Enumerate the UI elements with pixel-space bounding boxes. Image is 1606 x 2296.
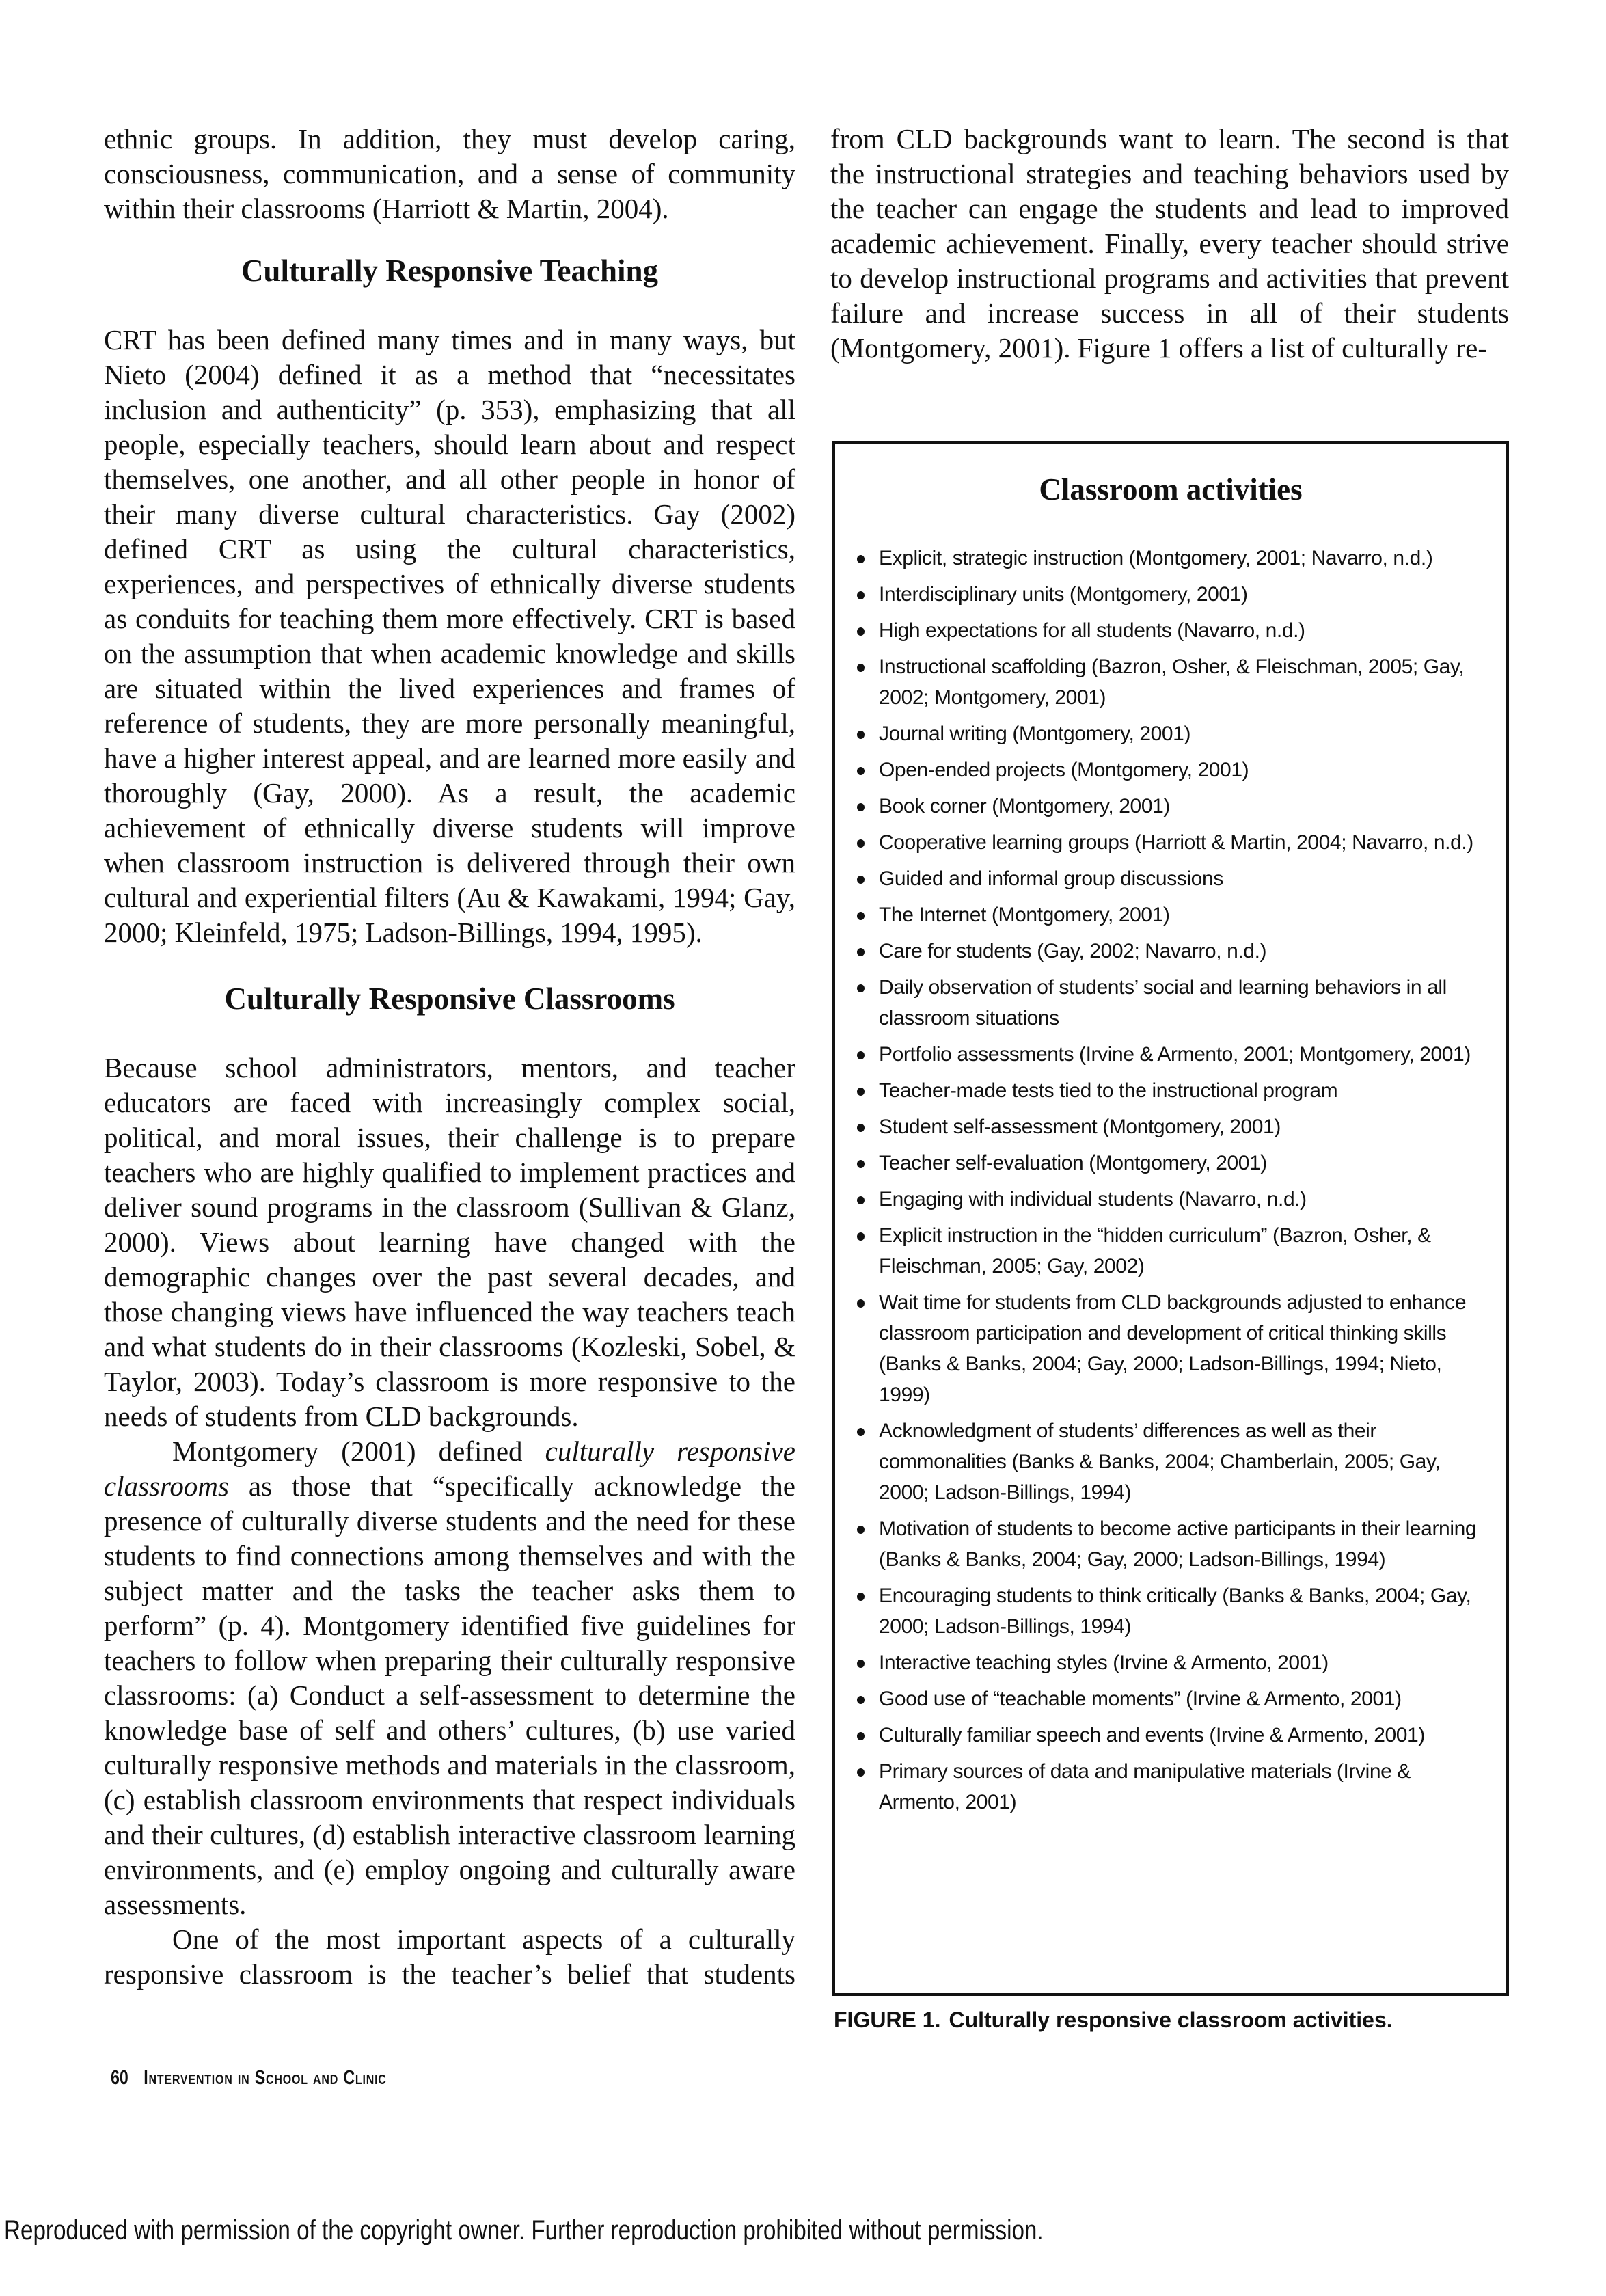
activity-text: Engaging with individual students (Navarro, n.d.): [879, 1188, 1307, 1211]
bullet-icon: [857, 1124, 865, 1132]
bullet-icon: [857, 1232, 865, 1241]
bullet-icon: [857, 948, 865, 956]
activity-list-item: [879, 1220, 1486, 1282]
figure-caption-text: Culturally responsive classroom activities.: [949, 2008, 1393, 2032]
activity-text: Book corner (Montgomery, 2001): [879, 795, 1170, 818]
activity-text: Instructional scaffolding (Bazron, Osher, & Fleischman, 2005; Gay, 2002; Montgomery, 2001): [879, 656, 1465, 709]
bullet-icon: [857, 1660, 865, 1668]
activity-text: The Internet (Montgomery, 2001): [879, 904, 1170, 926]
italic-term: culturally responsive classrooms: [104, 1435, 795, 1502]
activity-list-item: [879, 543, 1486, 573]
activity-list-item: [879, 1647, 1486, 1678]
activity-list-item: [879, 1184, 1486, 1215]
activity-list-item: [879, 827, 1486, 858]
activity-list-item: [879, 718, 1486, 749]
figure-caption-label: FIGURE 1.: [834, 2008, 941, 2032]
activity-list-item: [879, 1148, 1486, 1178]
activity-text: Encouraging students to think critically (Banks & Banks, 2004; Gay, 2000; Ladson-Billings, 1994): [879, 1584, 1471, 1638]
journal-name: Intervention in School and Clinic: [144, 2067, 387, 2089]
activity-text: Acknowledgment of students’ differences as well as their commonalities (Banks & Banks, 2004; Chamberlain, 2005; Gay, 2000; Ladson-Billings, 1994): [879, 1420, 1441, 1504]
classrooms-paragraph-1: Because school administrators, mentors, and teacher educators are faced with increasingly complex social, political, and moral issues, their challenge is to prepare teachers who are highly qualified to implement practices and deliver sound programs in the classroom (Sullivan & Glanz, 2000). Views about learning have changed with the demographic changes over the past several decades, and those changing views have influenced the way teachers teach and what students do in their classrooms (Kozleski, Sobel, & Taylor, 2003). Today’s classroom is more responsive to the needs of students from CLD backgrounds.: [104, 1052, 795, 1432]
bullet-icon: [857, 1696, 865, 1704]
activity-list-item: [879, 1513, 1486, 1575]
activity-text: Cooperative learning groups (Harriott & Martin, 2004; Navarro, n.d.): [879, 831, 1473, 854]
bullet-icon: [857, 1160, 865, 1168]
activity-text: Interactive teaching styles (Irvine & Armento, 2001): [879, 1651, 1329, 1674]
intro-paragraph: ethnic groups. In addition, they must develop caring, consciousness, communication, and a sense of community within their classrooms (Harriott & Martin, 2004).: [104, 123, 795, 224]
bullet-icon: [857, 876, 865, 884]
page-number: 60: [111, 2067, 128, 2089]
bullet-icon: [857, 1196, 865, 1204]
activity-text: Explicit, strategic instruction (Montgomery, 2001; Navarro, n.d.): [879, 547, 1433, 569]
section-heading-culturally-responsive-teaching: Culturally Responsive Teaching: [241, 254, 659, 288]
figure-caption: [834, 2003, 1393, 2037]
bullet-icon: [857, 1732, 865, 1740]
activity-list-item: [879, 1287, 1486, 1410]
bullet-icon: [857, 591, 865, 599]
activity-list-item: [879, 1416, 1486, 1508]
left-column: [104, 122, 795, 1992]
activity-list-item: [879, 1111, 1486, 1142]
activity-text: Teacher self-evaluation (Montgomery, 2001): [879, 1152, 1267, 1174]
activity-list-item: [879, 1580, 1486, 1642]
activity-list-item: [879, 900, 1486, 930]
activity-text: Culturally familiar speech and events (Irvine & Armento, 2001): [879, 1724, 1425, 1746]
classrooms-paragraph-2: [104, 1434, 795, 1922]
activity-text: Teacher-made tests tied to the instructional program: [879, 1079, 1338, 1102]
bullet-icon: [857, 984, 865, 992]
crt-definition-paragraph: CRT has been defined many times and in many ways, but Nieto (2004) defined it as a method that “necessitates inclusion and authenticity” (p. 353), emphasizing that all people, especially teachers, should learn about and respect themselves, one another, and all other people in honor of their many diverse cultural characteristics. Gay (2002) defined CRT as using the cultural characteristics, experiences, and perspectives of ethnically diverse students as conduits for teaching them more effectively. CRT is based on the assumption that when academic knowledge and skills are situated within the lived experiences and frames of reference of students, they are more personally meaningful, have a higher interest appeal, and are learned more easily and thoroughly (Gay, 2000). As a result, the academic achievement of ethnically diverse students will improve when classroom instruction is delivered through their own cultural and experiential filters (Au & Kawakami, 1994; Gay, 2000; Kleinfeld, 1975; Ladson-Billings, 1994, 1995).: [104, 324, 795, 948]
bullet-icon: [857, 627, 865, 636]
activity-text: Interdisciplinary units (Montgomery, 2001): [879, 583, 1248, 606]
figure-1-box: [832, 441, 1509, 1996]
activity-list-item: [879, 579, 1486, 610]
activity-list-item: [879, 1756, 1486, 1818]
bullet-icon: [857, 1428, 865, 1436]
activity-text: Open-ended projects (Montgomery, 2001): [879, 759, 1249, 781]
copyright-notice: Reproduced with permission of the copyright owner. Further reproduction prohibited without permission.: [4, 2215, 1044, 2245]
figure-title: Classroom activities: [1039, 472, 1303, 507]
bullet-icon: [857, 912, 865, 920]
section-heading-culturally-responsive-classrooms: Culturally Responsive Classrooms: [224, 982, 675, 1016]
bullet-icon: [857, 1051, 865, 1059]
activity-list-item: [879, 863, 1486, 894]
activity-text: Wait time for students from CLD backgrounds adjusted to enhance classroom participation and development of critical thinking skills (Banks & Banks, 2004; Gay, 2000; Ladson-Billings, 1994; Nieto, 1999): [879, 1291, 1467, 1406]
activity-list-item: [879, 1720, 1486, 1751]
bullet-icon: [857, 839, 865, 848]
bullet-icon: [857, 731, 865, 739]
montgomery-lead-text: Montgomery (2001) defined: [172, 1435, 545, 1467]
activity-list-item: [879, 936, 1486, 967]
classrooms-paragraph-3: One of the most important aspects of a culturally responsive classroom is the teacher’s belief that students: [104, 1923, 795, 1990]
activity-text: Care for students (Gay, 2002; Navarro, n.d.): [879, 940, 1267, 962]
bullet-icon: [857, 1593, 865, 1601]
activity-list-item: [879, 1684, 1486, 1714]
activity-list-item: [879, 651, 1486, 713]
bullet-icon: [857, 1088, 865, 1096]
bullet-icon: [857, 1526, 865, 1534]
activity-text: High expectations for all students (Navarro, n.d.): [879, 619, 1305, 642]
activity-list-item: [879, 791, 1486, 822]
montgomery-rest-text: as those that “specifically acknowledge the presence of culturally diverse students and the need for these students to find connections among themselves and with the subject matter and the tasks the teacher asks them to perform” (p. 4). Montgomery identified five guidelines for teachers to follow when preparing their culturally responsive classrooms: (a) Conduct a self-assessment to determine the knowledge base of self and others’ cultures, (b) use varied culturally responsive methods and materials in the classroom, (c) establish classroom environments that respect individuals and their cultures, (d) establish interactive classroom learning environments, and (e) employ ongoing and culturally aware assessments.: [104, 1470, 795, 1920]
activity-text: Daily observation of students’ social and learning behaviors in all classroom situations: [879, 976, 1447, 1029]
running-footer: [111, 2064, 387, 2092]
activity-list-item: [879, 1039, 1486, 1070]
activity-list: [835, 543, 1506, 1818]
activity-text: Primary sources of data and manipulative materials (Irvine & Armento, 2001): [879, 1760, 1411, 1813]
bullet-icon: [857, 1768, 865, 1777]
activity-list-item: [879, 972, 1486, 1034]
activity-list-item: [879, 755, 1486, 785]
bullet-icon: [857, 767, 865, 775]
activity-text: Journal writing (Montgomery, 2001): [879, 722, 1191, 745]
activity-text: Explicit instruction in the “hidden curriculum” (Bazron, Osher, & Fleischman, 2005; Gay, 2002): [879, 1224, 1431, 1278]
bullet-icon: [857, 1299, 865, 1308]
activity-text: Student self-assessment (Montgomery, 2001): [879, 1116, 1281, 1138]
bullet-icon: [857, 555, 865, 563]
activity-list-item: [879, 615, 1486, 646]
activity-text: Good use of “teachable moments” (Irvine & Armento, 2001): [879, 1688, 1402, 1710]
activity-list-item: [879, 1075, 1486, 1106]
bullet-icon: [857, 803, 865, 811]
activity-text: Portfolio assessments (Irvine & Armento, 2001; Montgomery, 2001): [879, 1043, 1471, 1066]
bullet-icon: [857, 664, 865, 672]
activity-text: Guided and informal group discussions: [879, 867, 1223, 890]
activity-text: Motivation of students to become active participants in their learning (Banks & Banks, 2004; Gay, 2000; Ladson-Billings, 1994): [879, 1517, 1477, 1571]
right-column-paragraph: from CLD backgrounds want to learn. The second is that the instructional strategies and teaching behaviors used by the teacher can engage the students and lead to improved academic achievement. Finally, every teacher should strive to develop instructional programs and activities that prevent failure and increase success in all of their students (Montgomery, 2001). Figure 1 offers a list of culturally re-: [830, 123, 1509, 364]
right-column: [830, 122, 1509, 366]
